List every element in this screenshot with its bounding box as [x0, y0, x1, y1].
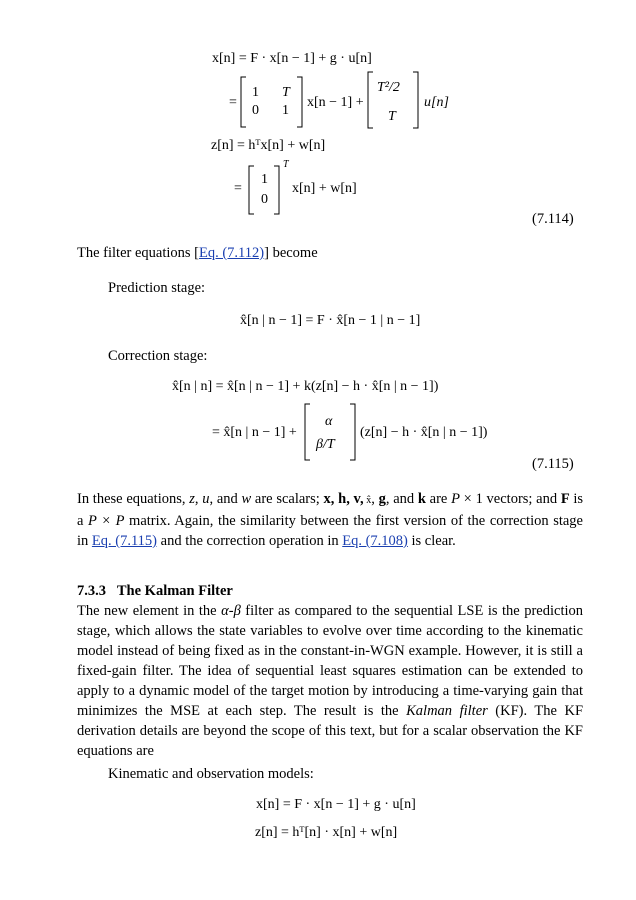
- p1-s7: are scalars;: [251, 491, 324, 507]
- link-eq-7-115[interactable]: Eq. (7.115): [91, 533, 158, 549]
- vector-g-2: T: [388, 109, 396, 124]
- bracket-h-left: [249, 166, 254, 214]
- p1-s10: ,: [371, 491, 379, 507]
- p1-F: F: [560, 491, 570, 507]
- equals-sign-2: =: [234, 181, 242, 196]
- p2-s3: filter as compared to the sequential LSE is the prediction stage, which allows the state variables to evolve over time according to the kinematic model instead of being fixed as in the constant-in-WGN example. However, it is still a fixed-gain filter. The idea of sequential least squares estimation can be extended to apply to a dynamic model of the target motion by introducing a time-varying gain that minimizes the MSE at each step. The result is the: [77, 603, 583, 719]
- link-eq-7-108[interactable]: Eq. (7.108): [342, 533, 408, 549]
- state-equation: [212, 52, 372, 66]
- p1-s20: matrix. Again, the similarity between the first version of the correction stage in: [77, 513, 583, 549]
- kinematic-equation-1: x[n] = F · x[n − 1] + g · u[n]: [256, 797, 416, 812]
- p1-xhv: x, h, v,: [323, 491, 364, 507]
- p1-z: z: [189, 491, 195, 507]
- gain-beta: β/T: [316, 437, 335, 452]
- p1-s5: , and: [209, 491, 242, 507]
- state-mid-term: x[n − 1] +: [307, 95, 364, 110]
- matrix-f-12: T: [282, 85, 290, 100]
- section-title: The Kalman Filter: [116, 583, 233, 599]
- correction-equation-2-pre: = x̂[n | n − 1] +: [212, 425, 297, 440]
- bracket-g-right: [413, 72, 418, 128]
- matrix-f-22: 1: [282, 103, 289, 118]
- p1-s18: is a: [77, 491, 584, 529]
- kinematic-label: Kinematic and observation models:: [108, 766, 314, 782]
- p1-PxP: P × P: [88, 513, 125, 529]
- p1-xhat: x̂: [363, 495, 372, 506]
- section-number: 7.3.3: [77, 583, 106, 599]
- p1-w: w: [241, 491, 252, 507]
- observation-tail: x[n] + w[n]: [292, 181, 357, 196]
- vector-g-1: T²/2: [377, 80, 400, 95]
- intro-after: ] become: [264, 245, 318, 261]
- p1-s21: and the correction operation in: [157, 533, 343, 549]
- p1-k: k: [417, 491, 426, 507]
- bracket-g-left: [368, 72, 373, 128]
- kinematic-equation-2: z[n] = hᵀ[n] · x[n] + w[n]: [255, 825, 398, 840]
- bracket-h-right: [274, 166, 279, 214]
- p1-P: P: [451, 491, 460, 507]
- intro-before: The filter equations [: [77, 245, 199, 261]
- p1-s14: are: [425, 491, 452, 507]
- prediction-label: Prediction stage:: [108, 280, 206, 296]
- p1-u: u: [202, 491, 210, 507]
- p1-s3: ,: [194, 491, 203, 507]
- p1-s12: , and: [385, 491, 418, 507]
- correction-equation-2-post: (z[n] − h · x̂[n | n − 1]): [360, 425, 488, 440]
- section-heading: [77, 581, 233, 601]
- bracket-gain-left: [305, 404, 310, 460]
- paragraph-vectors: [77, 489, 583, 551]
- transpose-mark: T: [283, 159, 289, 170]
- matrix-f-21: 0: [252, 103, 259, 118]
- p1-s16: × 1 vectors; and: [459, 491, 561, 507]
- prediction-equation: x̂[n | n − 1] = F · x̂[n − 1 | n − 1]: [240, 313, 421, 328]
- input-term: u[n]: [424, 95, 449, 110]
- p2-alpha-beta: α-β: [221, 603, 241, 619]
- equation-number-7-115: (7.115): [532, 456, 574, 472]
- p1-s1: In these equations,: [77, 491, 190, 507]
- equation-number-7-114: (7.114): [532, 211, 574, 227]
- bracket-f-right: [297, 77, 302, 127]
- p2-kalman-filter: Kalman filter: [406, 703, 488, 719]
- observation-equation: z[n] = hᵀx[n] + w[n]: [211, 138, 326, 153]
- gain-alpha: α: [325, 414, 333, 429]
- paragraph-kalman: [77, 601, 583, 761]
- p1-s22: is clear.: [407, 533, 456, 549]
- bracket-gain-right: [350, 404, 355, 460]
- equals-sign: =: [229, 95, 237, 110]
- p2-s1: The new element in the: [77, 603, 222, 619]
- vector-h-1: 1: [261, 172, 268, 187]
- correction-label: Correction stage:: [108, 348, 208, 364]
- vector-h-2: 0: [261, 192, 268, 207]
- matrix-f-11: 1: [252, 85, 259, 100]
- correction-equation-1: x̂[n | n] = x̂[n | n − 1] + k(z[n] − h · x̂[n | n − 1]): [172, 379, 439, 394]
- p1-g: g: [378, 491, 386, 507]
- link-eq-7-112[interactable]: Eq. (7.112): [199, 245, 265, 261]
- state-equation-text: x[n] = F · x[n − 1] + g · u[n]: [212, 51, 372, 66]
- intro-sentence: [77, 243, 318, 263]
- p2-s5: (KF). The KF derivation details are beyond the scope of this text, but for a scalar observation the KF equations are: [77, 703, 584, 759]
- bracket-f-left: [241, 77, 246, 127]
